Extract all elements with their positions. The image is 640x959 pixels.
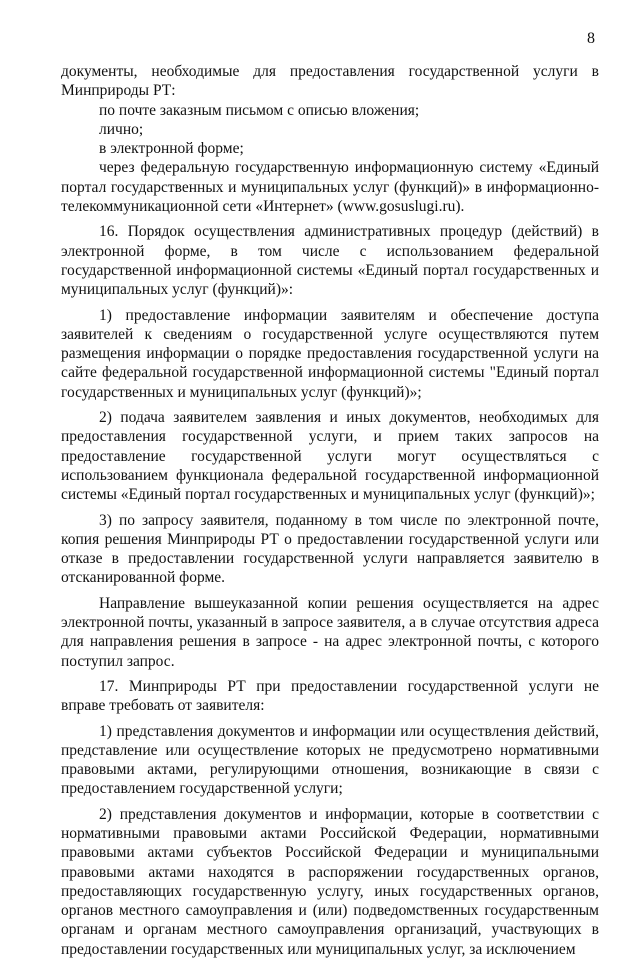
paragraph-1: документы, необходимые для предоставления государственной услуги в Минприроды РТ: bbox=[61, 63, 599, 100]
paragraph-11: 17. Минприроды РТ при предоставлении государственной услуги не вправе требовать от заявителя: bbox=[61, 677, 599, 715]
page-number: 8 bbox=[587, 30, 595, 47]
paragraph-5: через федеральную государственную информационную систему «Единый портал государственных и муниципальных услуг (функций)» в информационно-телекоммуникационной сети «Интернет» (www.gosuslugi.ru). bbox=[61, 159, 599, 216]
paragraph-7: 1) предоставление информации заявителям и обеспечение доступа заявителей к сведениям о государственной услуге осуществляются путем размещения информации о порядке предоставления государственной услуги на сайте федеральной государственной информационной системы "Единый портал государственных и муниципальных услуг (функций)»; bbox=[61, 306, 599, 401]
paragraph-6: 16. Порядок осуществления административных процедур (действий) в электронной форме, в том числе с использованием федеральной государственной информационной системы «Единый портал государственных и муниципальных услуг (функций)»: bbox=[61, 223, 599, 299]
paragraph-9: 3) по запросу заявителя, поданному в том числе по электронной почте, копия решения Минприроды РТ о предоставлении государственной услуги или отказе в предоставлении государственной услуги направляется заявителю в отсканированной форме. bbox=[61, 511, 599, 587]
paragraph-10: Направление вышеуказанной копии решения осуществляется на адрес электронной почты, указанный в запросе заявителя, а в случае отсутствия адреса для направления решения в запросе - на адрес электронной почты, с которого поступил запрос. bbox=[61, 594, 599, 670]
paragraph-13: 2) представления документов и информации, которые в соответствии с нормативными правовыми актами Российской Федерации, нормативными правовыми актами субъектов Российской Федерации и муниципальными правовыми актами находятся в распоряжении государственных органов, предоставляющих государственную услугу, иных государственных органов, органов местного самоуправления и (или) подведомственных государственным органам и органам местного самоуправления организаций, участвующих в предоставлении государственных или муниципальных услуг, за исключением bbox=[61, 805, 599, 958]
paragraph-8: 2) подача заявителем заявления и иных документов, необходимых для предоставления государственной услуги, и прием таких запросов на предоставление государственной услуги могут осуществляться с использованием функционала федеральной государственной информационной системы «Единый портал государственных и муниципальных услуг (функций)»; bbox=[61, 409, 599, 504]
paragraph-2: по почте заказным письмом с описью вложения; bbox=[99, 101, 420, 119]
paragraph-4: в электронной форме; bbox=[99, 140, 244, 158]
paragraph-3: лично; bbox=[99, 120, 144, 138]
document-body bbox=[61, 62, 599, 959]
paragraph-12: 1) представления документов и информации или осуществления действий, представление или осуществление которых не предусмотрено нормативными правовыми актами, регулирующими отношения, возникающие в связи с предоставлением государственной услуги; bbox=[61, 722, 599, 798]
